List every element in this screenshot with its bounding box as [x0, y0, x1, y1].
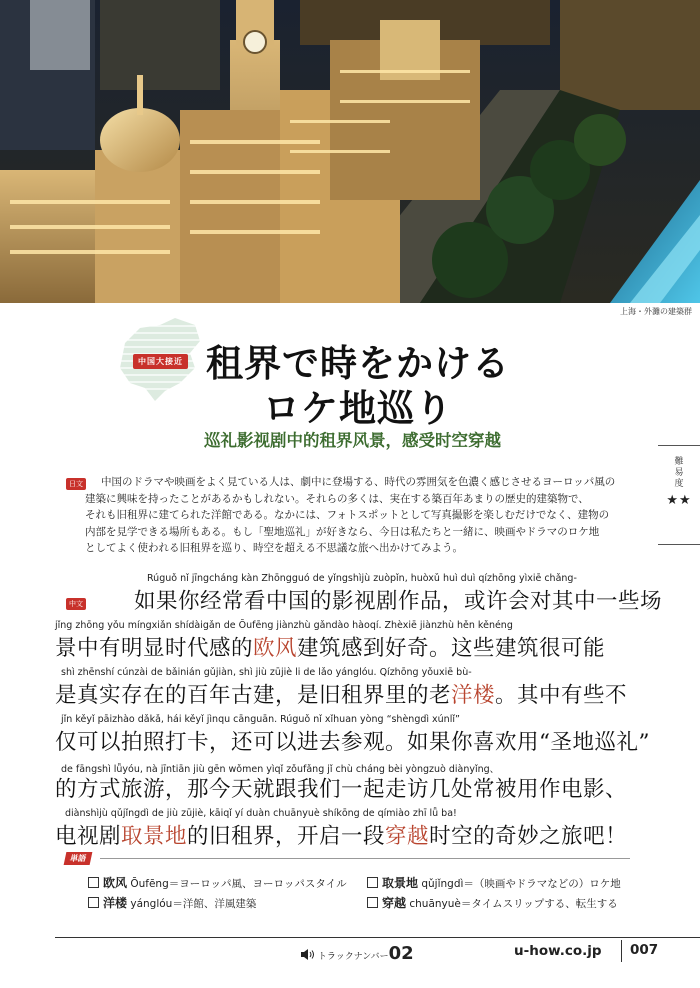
difficulty-top-rule	[658, 445, 700, 446]
page-title-line2: ロケ地巡り	[263, 386, 453, 430]
chinese-tag: 中文	[66, 598, 86, 610]
hanzi-line: 仅可以拍照打卡，还可以进去参观。如果你喜欢用“圣地巡礼”	[55, 730, 650, 755]
hanzi-line: 如果你经常看中国的影视剧作品，或许会对其中一些场	[134, 589, 663, 614]
hanzi-line: 电视剧取景地的旧租界，开启一段穿越时空的奇妙之旅吧！	[55, 824, 628, 849]
chinese-paragraph	[55, 573, 663, 855]
chinese-row	[55, 761, 655, 808]
chinese-row	[55, 667, 655, 714]
footer-rule	[55, 937, 700, 938]
track-number: 02	[388, 943, 414, 964]
vocab-tag: 単語	[64, 852, 93, 865]
japanese-paragraph	[85, 474, 640, 557]
highlight-word: 欧风	[253, 636, 298, 661]
pinyin-line: Rúguǒ nǐ jīngcháng kàn Zhōngguó de yǐngshìjù zuòpǐn, huòxǔ huì duì qízhōng yìxiē chǎng-	[147, 573, 577, 584]
chinese-row	[55, 808, 655, 855]
page-number: 007	[630, 942, 659, 958]
vocab-item: 取景地 qǔjǐngdì＝（映画やドラマなどの）ロケ地	[367, 874, 621, 891]
footer-separator	[621, 940, 622, 962]
vocab-divider	[100, 858, 630, 859]
checkbox-icon[interactable]	[88, 877, 99, 888]
japanese-line: 中国のドラマや映画をよく見ている人は、劇中に登場する、時代の雰囲気を色濃く感じさせるヨーロッパ風の	[101, 476, 616, 488]
japanese-line: としてよく使われる旧租界を巡り、時空を超える不思議な旅へ出かけてみよう。	[85, 542, 463, 555]
hero-photo	[0, 0, 700, 303]
checkbox-icon[interactable]	[367, 877, 378, 888]
page-title-line1: 租界で時をかける	[206, 341, 510, 385]
chinese-row	[55, 714, 655, 761]
site-url[interactable]: u-how.co.jp	[514, 943, 602, 959]
japanese-tag: 日文	[66, 478, 86, 490]
bund-night-illustration	[0, 0, 700, 303]
highlight-word: 洋楼	[451, 683, 496, 708]
pinyin-line: jǐng zhōng yǒu míngxiǎn shídàigǎn de Ōufēng jiànzhù gǎndào hàoqí. Zhèxiē jiànzhù hěn kěnéng	[55, 620, 513, 631]
difficulty-stars: ★★	[666, 493, 692, 508]
hanzi-line: 是真实存在的百年古建，是旧租界里的老洋楼。其中有些不	[55, 683, 628, 708]
chinese-row	[55, 620, 655, 667]
pinyin-line: jǐn kěyǐ pāizhào dǎkǎ, hái kěyǐ jìnqu cānguān. Rúguǒ nǐ xǐhuan yòng “shèngdì xúnlǐ”	[61, 714, 460, 725]
speaker-icon	[301, 949, 315, 960]
checkbox-icon[interactable]	[367, 897, 378, 908]
photo-caption: 上海・外灘の建築群	[620, 307, 692, 316]
difficulty-bottom-rule	[658, 544, 700, 545]
japanese-line: 内部を見学できる場所もある。もし「聖地巡礼」が好きなら、今日は私たちと一緒に、映画やドラマのロケ地	[85, 525, 600, 538]
pinyin-line: shì zhēnshí cúnzài de bǎinián gǔjiàn, shì jiù zūjiè li de lǎo yánglóu. Qízhōng yǒuxiē bù-	[61, 667, 472, 678]
highlight-word: 取景地	[121, 824, 188, 849]
vocab-item: 穿越 chuānyuè＝タイムスリップする、転生する	[367, 894, 618, 911]
difficulty-label: 難易度	[674, 457, 684, 489]
hanzi-line: 的方式旅游，那今天就跟我们一起走访几处常被用作电影、	[55, 777, 628, 802]
page-subtitle: 巡礼影视剧中的租界风景，感受时空穿越	[204, 431, 501, 450]
vocab-item: 欧风 Ōufēng＝ヨーロッパ風、ヨーロッパスタイル	[88, 874, 347, 891]
series-badge: 中国大接近	[133, 354, 188, 369]
hanzi-line: 景中有明显时代感的欧风建筑感到好奇。这些建筑很可能	[55, 636, 606, 661]
difficulty-tab	[658, 445, 700, 545]
chinese-row	[55, 573, 663, 620]
japanese-line: 建築に興味を持ったことがあるかもしれない。それらの多くは、実在する築百年あまりの歴史的建築物で、	[85, 492, 589, 505]
audio-track[interactable]	[301, 943, 414, 964]
japanese-line: それも旧租界に建てられた洋館である。なかには、フォトスポットとして写真撮影を楽しむだけでなく、建物の	[85, 509, 610, 522]
vocab-item: 洋楼 yánglóu＝洋館、洋風建築	[88, 894, 256, 911]
checkbox-icon[interactable]	[88, 897, 99, 908]
pinyin-line: de fāngshì lǚyóu, nà jīntiān jiù gēn wǒmen yìqǐ zǒufǎng jǐ chù cháng bèi yòngzuò diànyǐng、	[61, 764, 500, 775]
pinyin-line: diànshìjù qǔjǐngdì de jiù zūjiè, kāiqǐ yí duàn chuānyuè shíkōng de qímiào zhī lǚ ba!	[65, 808, 457, 819]
highlight-word: 穿越	[385, 824, 430, 849]
track-label: トラックナンバー	[317, 952, 389, 962]
